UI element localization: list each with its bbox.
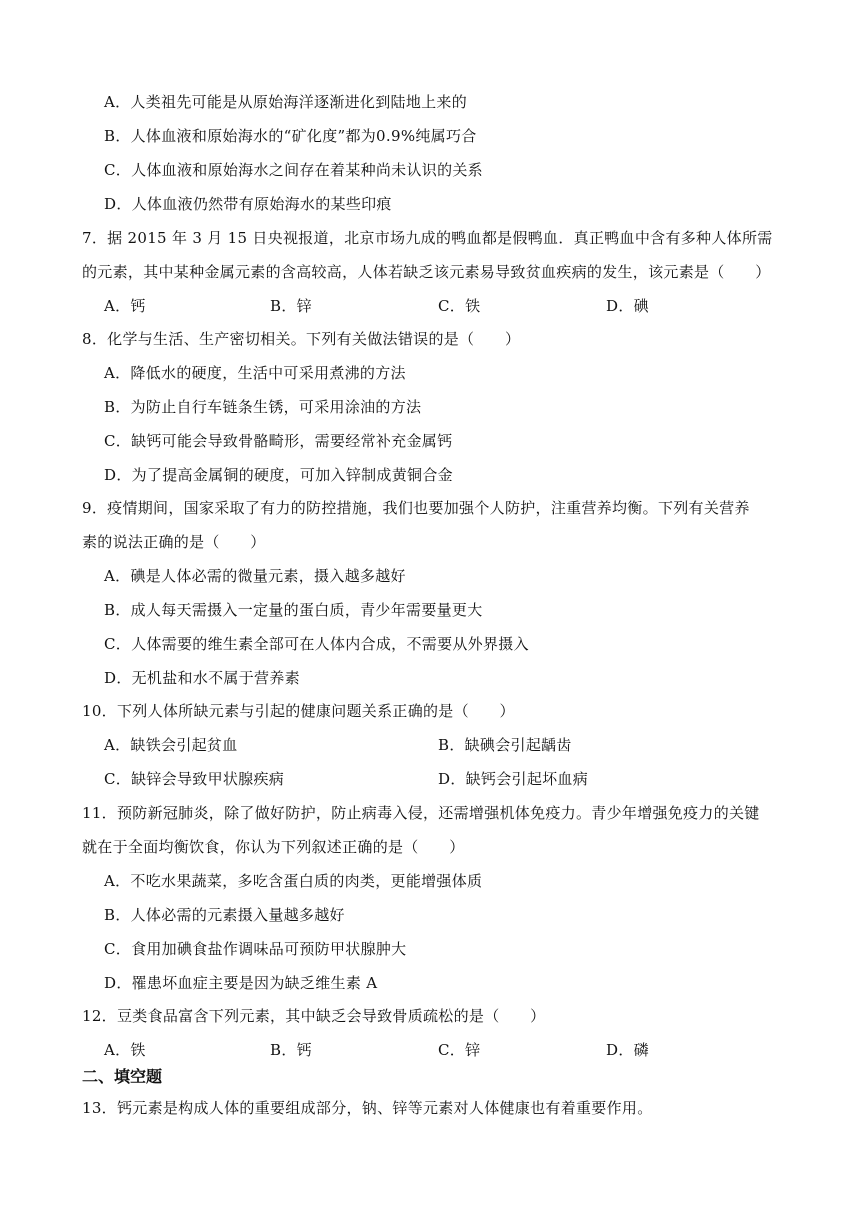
q9-option-b: B．成人每天需摄入一定量的蛋白质，青少年需要量更大 (104, 601, 483, 619)
q11-option-d: D．罹患坏血症主要是因为缺乏维生素 A (104, 974, 378, 992)
q7-option-b: B．锌 (270, 297, 312, 315)
q6-option-d: D．人体血液仍然带有原始海水的某些印痕 (104, 195, 392, 213)
q8-option-a: A．降低水的硬度，生活中可采用煮沸的方法 (104, 364, 406, 382)
q11-stem-line-2: 就在于全面均衡饮食，你认为下列叙述正确的是（ ） (82, 838, 465, 856)
q13-stem: 13．钙元素是构成人体的重要组成部分，钠、锌等元素对人体健康也有着重要作用。 (82, 1099, 653, 1117)
q12-option-d: D．磷 (606, 1041, 649, 1059)
q6-option-c: C．人体血液和原始海水之间存在着某种尚未认识的关系 (104, 161, 483, 179)
q7-stem-line-1: 7．据 2015 年 3 月 15 日央视报道，北京市场九成的鸭血都是假鸭血．真正鸭血中含有多种人体所需 (82, 229, 773, 247)
section-heading-fill-in: 二、填空题 (82, 1067, 163, 1086)
q12-option-a: A．铁 (104, 1041, 146, 1059)
q6-option-b: B．人体血液和原始海水的“矿化度”都为0.9%纯属巧合 (104, 127, 477, 145)
q12-stem: 12．豆类食品富含下列元素，其中缺乏会导致骨质疏松的是（ ） (82, 1007, 546, 1025)
q12-option-b: B．钙 (270, 1041, 312, 1059)
q10-option-d: D．缺钙会引起坏血病 (438, 770, 589, 788)
q12-option-c: C．锌 (438, 1041, 481, 1059)
q7-option-a: A．钙 (104, 297, 146, 315)
q8-option-d: D．为了提高金属铜的硬度，可加入锌制成黄铜合金 (104, 466, 453, 484)
q6-option-a: A．人类祖先可能是从原始海洋逐渐进化到陆地上来的 (104, 93, 468, 111)
q9-option-a: A．碘是人体必需的微量元素，摄入越多越好 (104, 567, 406, 585)
q10-option-b: B．缺碘会引起龋齿 (438, 736, 572, 754)
q8-option-b: B．为防止自行车链条生锈，可采用涂油的方法 (104, 398, 422, 416)
q11-stem-line-1: 11．预防新冠肺炎，除了做好防护，防止病毒入侵，还需增强机体免疫力。青少年增强免疫力的关键 (82, 804, 760, 822)
q7-option-d: D．碘 (606, 297, 649, 315)
q11-option-c: C．食用加碘食盐作调味品可预防甲状腺肿大 (104, 940, 407, 958)
q7-option-c: C．铁 (438, 297, 481, 315)
q7-stem-line-2: 的元素，其中某种金属元素的含高较高，人体若缺乏该元素易导致贫血疾病的发生，该元素是（ ） (82, 263, 771, 281)
q8-stem: 8．化学与生活、生产密切相关。下列有关做法错误的是（ ） (82, 330, 521, 348)
q9-option-c: C．人体需要的维生素全部可在人体内合成，不需要从外界摄入 (104, 635, 529, 653)
q11-option-a: A．不吃水果蔬菜，多吃含蛋白质的肉类，更能增强体质 (104, 872, 483, 890)
q10-option-c: C．缺锌会导致甲状腺疾病 (104, 770, 285, 788)
q9-stem-line-1: 9．疫情期间，国家采取了有力的防控措施，我们也要加强个人防护，注重营养均衡。下列有关营养 (82, 499, 750, 517)
q10-option-a: A．缺铁会引起贫血 (104, 736, 238, 754)
q9-option-d: D．无机盐和水不属于营养素 (104, 669, 300, 687)
q9-stem-line-2: 素的说法正确的是（ ） (82, 533, 266, 551)
q10-stem: 10．下列人体所缺元素与引起的健康问题关系正确的是（ ） (82, 702, 515, 720)
q11-option-b: B．人体必需的元素摄入量越多越好 (104, 906, 345, 924)
q8-option-c: C．缺钙可能会导致骨骼畸形，需要经常补充金属钙 (104, 432, 453, 450)
